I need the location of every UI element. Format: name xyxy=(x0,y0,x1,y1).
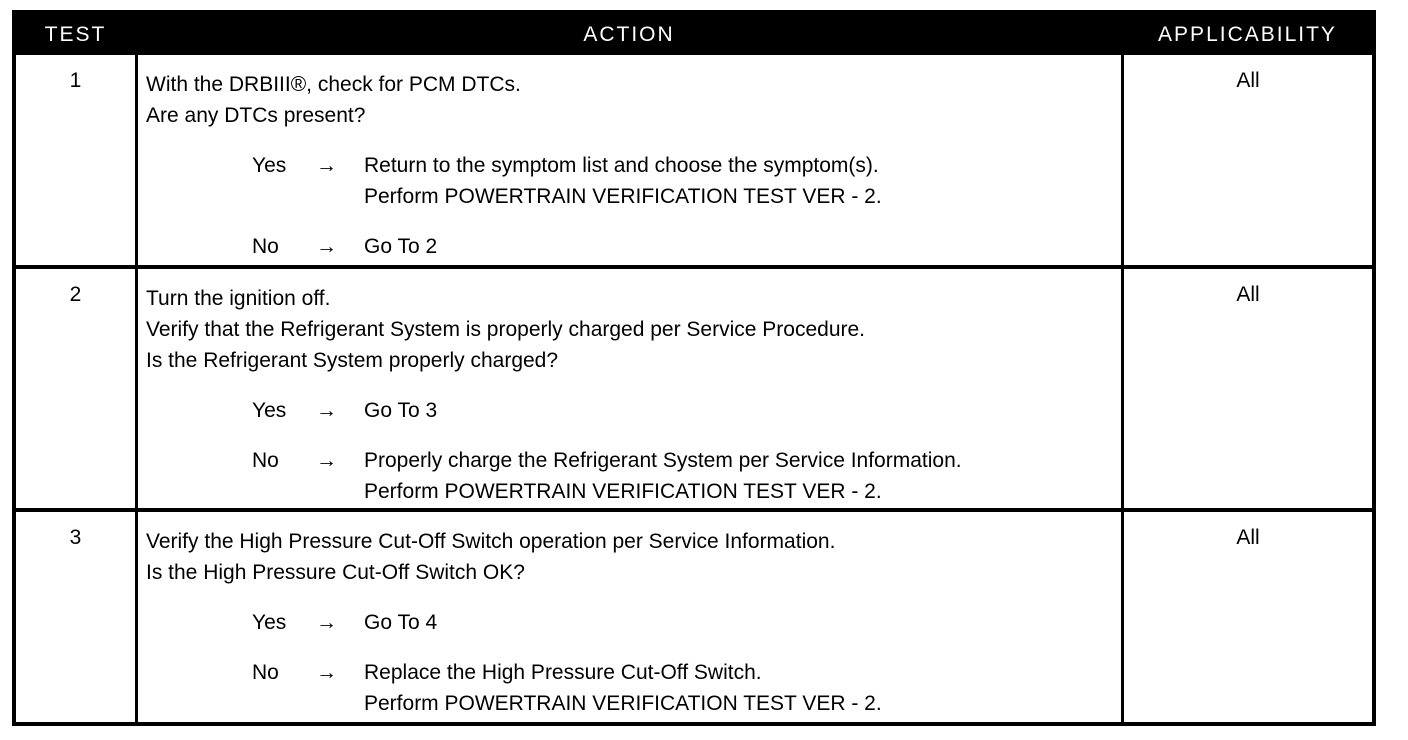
no-text: Properly charge the Refrigerant System per Service Information. xyxy=(364,449,962,472)
no-branch xyxy=(146,445,1121,476)
applicability-value: All xyxy=(1236,526,1260,549)
test-number: 2 xyxy=(69,283,82,306)
question-line: Verify the High Pressure Cut-Off Switch operation per Service Information. xyxy=(146,530,836,553)
question-line: Is the Refrigerant System properly charged? xyxy=(146,349,559,372)
no-text: Perform POWERTRAIN VERIFICATION TEST VER - 2. xyxy=(364,480,882,503)
applicability-value: All xyxy=(1236,69,1260,92)
no-label: No xyxy=(252,661,279,684)
action-cell xyxy=(146,283,1121,507)
yes-label: Yes xyxy=(252,154,287,177)
table-row xyxy=(16,55,1372,265)
no-label: No xyxy=(252,449,279,472)
yes-label: Yes xyxy=(252,399,287,422)
table-row xyxy=(16,512,1372,722)
yes-text: Go To 4 xyxy=(364,611,438,634)
yes-branch xyxy=(146,150,1121,181)
no-text: Perform POWERTRAIN VERIFICATION TEST VER - 2. xyxy=(364,692,882,715)
no-text: Go To 2 xyxy=(364,235,438,258)
yes-text: Return to the symptom list and choose the symptom(s). xyxy=(364,154,879,177)
question-line: Is the High Pressure Cut-Off Switch OK? xyxy=(146,561,525,584)
table-header xyxy=(16,14,1372,55)
arrow-icon: → xyxy=(316,235,337,258)
question-line: Are any DTCs present? xyxy=(146,104,366,127)
yes-text: Go To 3 xyxy=(364,399,438,422)
test-number: 3 xyxy=(69,526,82,549)
arrow-icon: → xyxy=(316,449,337,472)
no-label: No xyxy=(252,235,279,258)
diagnostic-test-table xyxy=(12,10,1376,726)
no-branch xyxy=(146,657,1121,688)
yes-branch xyxy=(146,607,1121,638)
header-test: TEST xyxy=(44,23,107,46)
no-text: Replace the High Pressure Cut-Off Switch. xyxy=(364,661,762,684)
question-line: Verify that the Refrigerant System is properly charged per Service Procedure. xyxy=(146,318,866,341)
question-line: With the DRBIII®, check for PCM DTCs. xyxy=(146,73,521,96)
test-number: 1 xyxy=(69,69,82,92)
action-cell xyxy=(146,69,1121,262)
table-row xyxy=(16,269,1372,508)
question-line: Turn the ignition off. xyxy=(146,287,331,310)
action-cell xyxy=(146,526,1121,719)
arrow-icon: → xyxy=(316,611,337,634)
yes-branch xyxy=(146,395,1121,426)
header-applicability: APPLICABILITY xyxy=(1158,23,1337,46)
yes-text: Perform POWERTRAIN VERIFICATION TEST VER - 2. xyxy=(364,185,882,208)
header-action: ACTION xyxy=(583,23,675,46)
no-branch xyxy=(146,231,1121,262)
applicability-value: All xyxy=(1236,283,1260,306)
arrow-icon: → xyxy=(316,154,337,177)
arrow-icon: → xyxy=(316,661,337,684)
yes-label: Yes xyxy=(252,611,287,634)
arrow-icon: → xyxy=(316,399,337,422)
